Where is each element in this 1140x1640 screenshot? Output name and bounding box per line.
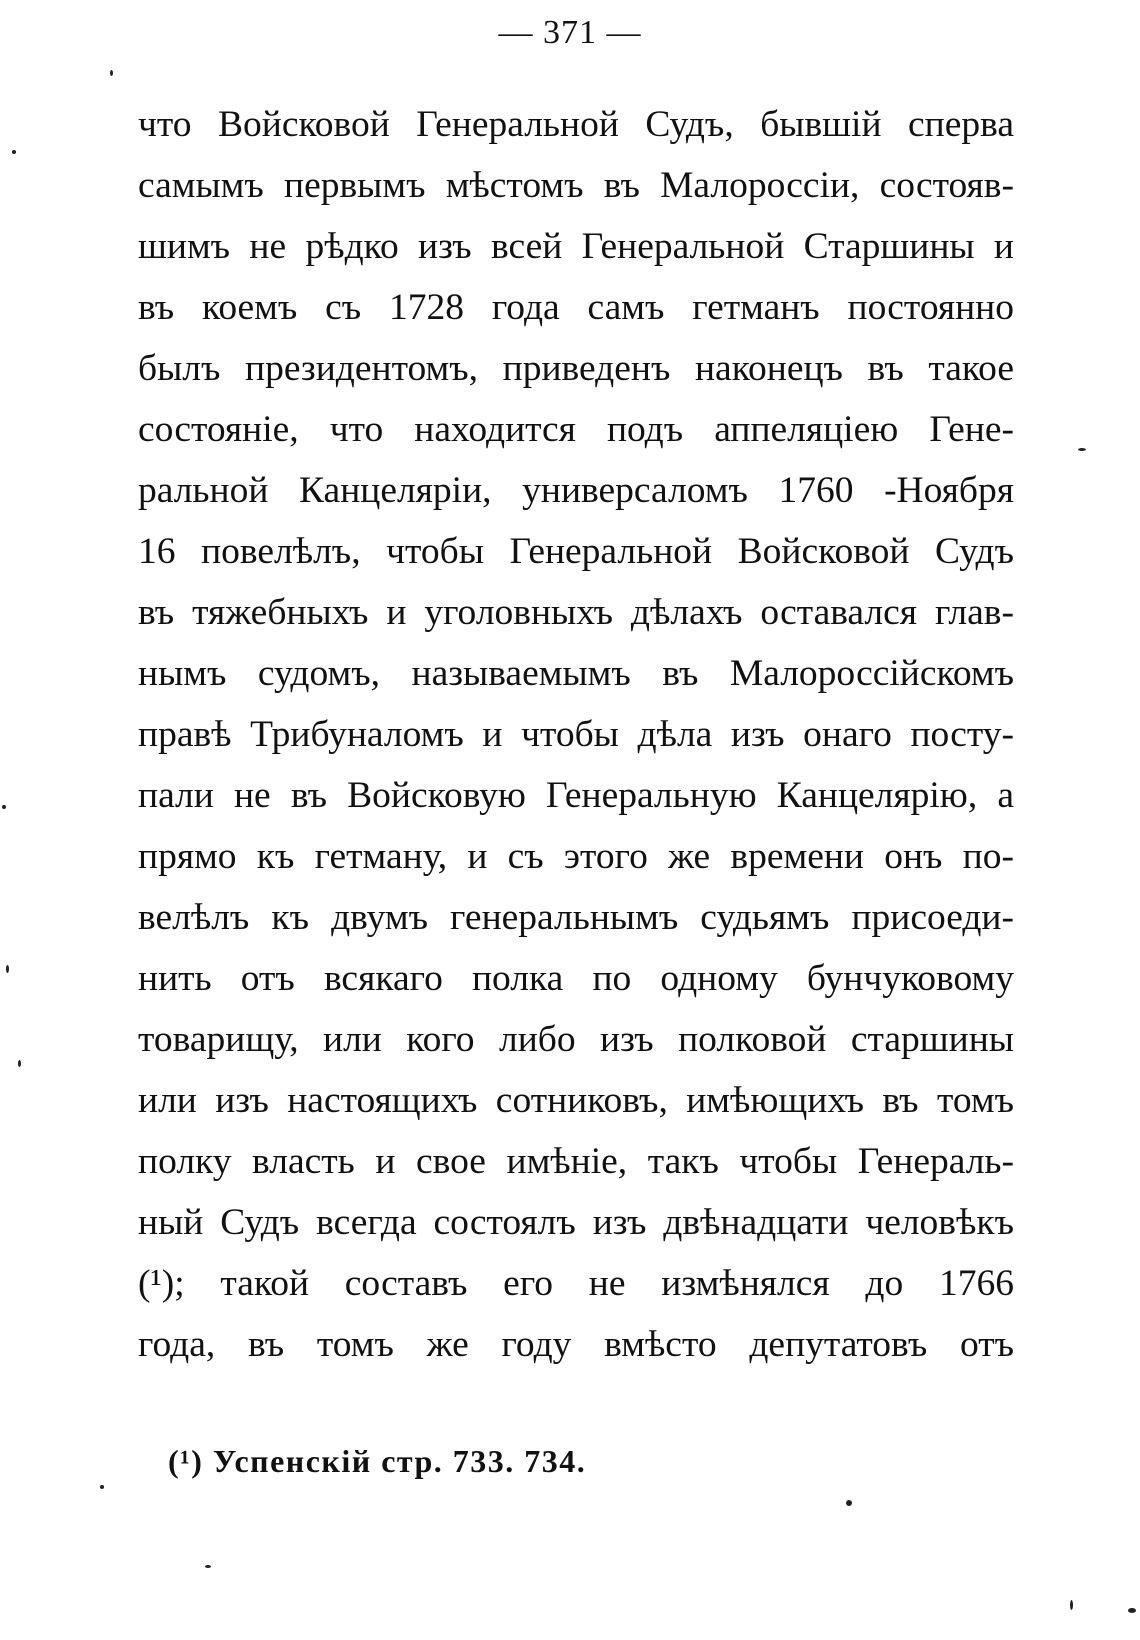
text-line: ный Судъ всегда состоялъ изъ двѣнадцати человѣкъ: [138, 1202, 1014, 1243]
scan-speck: [6, 965, 9, 973]
text-line: велѣлъ къ двумъ генеральнымъ судьямъ присоеди-: [138, 897, 1014, 938]
footnote: (¹) Успенскій стр. 733. 734.: [168, 1443, 587, 1479]
body-text: [138, 94, 1014, 1375]
scan-speck: [2, 805, 6, 809]
text-line: состояніе, что находится подъ аппеляціею Гене-: [138, 409, 1014, 450]
text-line: полку власть и свое имѣніе, такъ чтобы Генераль-: [138, 1141, 1014, 1182]
text-line: пали не въ Войсковую Генеральную Канцелярію, а: [138, 775, 1014, 816]
scan-speck: [110, 70, 113, 76]
scan-speck: [18, 1060, 21, 1067]
text-line: ральной Канцеляріи, универсаломъ 1760 -Ноября: [138, 470, 1014, 511]
text-line: товарищу, или кого либо изъ полковой старшины: [138, 1019, 1014, 1060]
scan-speck: [205, 1565, 211, 1568]
text-line: или изъ настоящихъ сотниковъ, имѣющихъ въ томъ: [138, 1080, 1014, 1121]
text-line: нымъ судомъ, называемымъ въ Малороссійскомъ: [138, 653, 1014, 694]
text-line: 16 повелѣлъ, чтобы Генеральной Войсковой Судъ: [138, 531, 1014, 572]
text-line: прямо къ гетману, и съ этого же времени онъ по-: [138, 836, 1014, 877]
scan-speck: [1070, 1600, 1073, 1610]
scan-speck: [100, 1485, 104, 1489]
text-line: что Войсковой Генеральной Судъ, бывшій сперва: [138, 104, 1014, 145]
text-line: (¹); такой составъ его не измѣнялся до 1766: [138, 1263, 1014, 1304]
text-line: самымъ первымъ мѣстомъ въ Малороссіи, состояв-: [138, 165, 1014, 206]
text-line: нить отъ всякаго полка по одному бунчуковому: [138, 958, 1014, 999]
text-line: шимъ не рѣдко изъ всей Генеральной Старшины и: [138, 226, 1014, 267]
scan-speck: [1128, 1608, 1136, 1613]
scan-speck: [12, 150, 16, 154]
scan-speck: [846, 1500, 852, 1506]
text-line: въ коемъ съ 1728 года самъ гетманъ постоянно: [138, 287, 1014, 328]
text-line: года, въ томъ же году вмѣсто депутатовъ отъ: [138, 1324, 1014, 1365]
text-line: въ тяжебныхъ и уголовныхъ дѣлахъ оставался глав-: [138, 592, 1014, 633]
text-line: правѣ Трибуналомъ и чтобы дѣла изъ онаго посту-: [138, 714, 1014, 755]
text-line: былъ президентомъ, приведенъ наконецъ въ такое: [138, 348, 1014, 389]
page-number: — 371 —: [498, 14, 642, 51]
scan-speck: [1078, 448, 1086, 451]
